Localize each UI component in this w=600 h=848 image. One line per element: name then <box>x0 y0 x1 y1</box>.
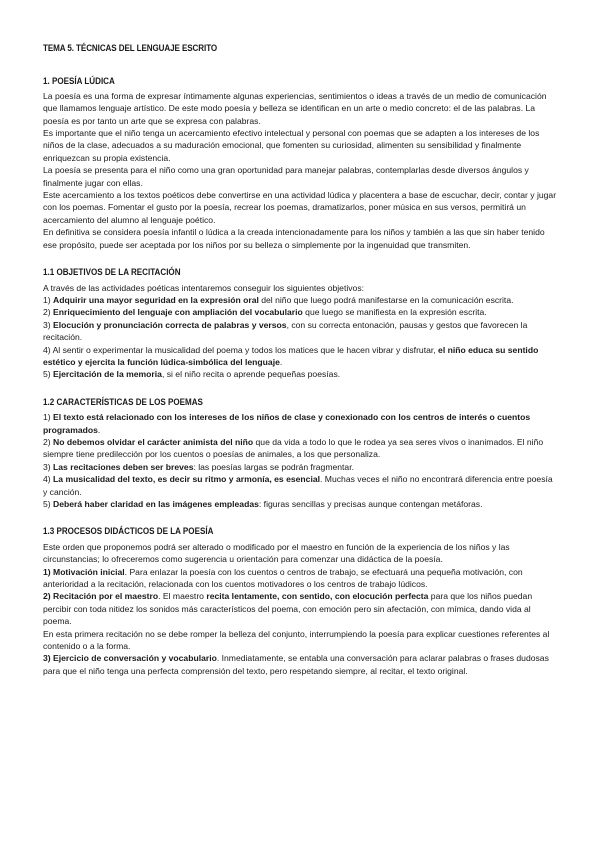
list-item: 2) No debemos olvidar el carácter animista del niño que da vida a todo lo que le rodea ya sea seres vivos o inanimados. El niño siempre tiene predilección por los cuentos o poesías de animales, a los que personaliza. <box>43 436 544 460</box>
list-item: 2) Enriquecimiento del lenguaje con ampliación del vocabulario que luego se manifiesta en la expresión escrita. <box>43 307 487 318</box>
section-poesia-ludica <box>43 75 557 251</box>
paragraph: Es importante que el niño tenga un acercamiento efectivo intelectual y personal con poemas que se adapten a los intereses de los niños de la clase, adecuados a su maduración emocional, que fomenten su curiosidad, alimenten su sensibilidad y finalmente enriquezcan su propia existencia. <box>43 128 540 163</box>
section-heading: 1. POESÍA LÚDICA <box>43 75 115 87</box>
section-caracteristicas <box>43 396 557 511</box>
list-item: 3) Las recitaciones deben ser breves: las poesías largas se podrán fragmentar. <box>43 461 354 472</box>
paragraph: En esta primera recitación no se debe romper la belleza del conjunto, interrumpiendo la poesía para explicar cuestiones referentes al contenido o a la forma. <box>43 628 550 652</box>
paragraph: La poesía es una forma de expresar íntimamente algunas experiencias, sentimientos o ideas a través de un medio de comunicación que llamamos lenguaje artístico. De este modo poesía y belleza se identifican en un arte o medio concreto: el de las palabras. La poesía es por tanto un arte que se expresa con palabras. <box>43 90 547 126</box>
list-item: 3) Ejercicio de conversación y vocabulario. Inmediatamente, se entabla una conversación para aclarar palabras o frases dudosas para que el niño tenga una perfecta comprensión del texto, pero respetando siempre, al recitar, el texto original. <box>43 653 549 676</box>
list-item: 1) Motivación inicial. Para enlazar la poesía con los cuentos o centros de trabajo, se efectuará una pequeña motivación, con anterioridad a la recitación, relacionada con los cuentos motivadores o los centros de trabajo lúdicos. <box>43 566 523 590</box>
list-item: 2) Recitación por el maestro. El maestro recita lentamente, con sentido, con elocución perfecta para que los niños puedan percibir con toda nitidez los sonidos más característicos del poema, con emoción pero sin afectación, con mímica, dando vida al poema. <box>43 591 533 627</box>
paragraph: La poesía se presenta para el niño como una gran oportunidad para manejar palabras, contemplarlas desde diversos ángulos y finalmente jugar con ellas. <box>43 165 529 188</box>
section-procesos <box>43 525 557 677</box>
section-objetivos <box>43 266 557 381</box>
paragraph: A través de las actividades poéticas intentaremos conseguir los siguientes objetivos: <box>43 282 365 293</box>
list-item: 4) La musicalidad del texto, es decir su ritmo y armonía, es esencial. Muchas veces el niño no encontrará diferencia entre poesía y canción. <box>43 474 553 497</box>
list-item: 1) El texto está relacionado con los intereses de los niños de clase y conexionado con los centros de interés o cuentos programados. <box>43 412 531 435</box>
section-heading: 1.3 PROCESOS DIDÁCTICOS DE LA POESÍA <box>43 525 214 537</box>
list-item: 1) Adquirir una mayor seguridad en la expresión oral del niño que luego podrá manifestarse en la comunicación escrita. <box>43 294 514 305</box>
list-item: 5) Ejercitación de la memoria, si el niño recita o aprende pequeñas poesías. <box>43 369 341 380</box>
paragraph: En definitiva se considera poesía infantil o lúdica a la creada intencionadamente para los niños y también a las que sin haber tenido ese propósito, puede ser aceptada por los niños por su belleza o simplemente por la ingenuidad que transmiten. <box>43 227 545 250</box>
document-title: TEMA 5. TÉCNICAS DEL LENGUAJE ESCRITO <box>43 42 218 53</box>
section-heading: 1.2 CARACTERÍSTICAS DE LOS POEMAS <box>43 395 203 407</box>
section-heading: 1.1 OBJETIVOS DE LA RECITACIÓN <box>43 266 181 278</box>
paragraph: Este acercamiento a los textos poéticos debe convertirse en una actividad lúdica y placentera a base de escuchar, decir, contar y jugar con los poemas. Fomentar el gusto por la poesía, recrear los poemas, dramatizarlos, poner música en sus versos, permitirá un acercamiento del alumno al lenguaje poético. <box>43 190 557 225</box>
list-item: 5) Deberá haber claridad en las imágenes empleadas: figuras sencillas y precisas aunque contengan metáforas. <box>43 499 483 509</box>
list-item: 3) Elocución y pronunciación correcta de palabras y versos, con su correcta entonación, pausas y gestos que favorecen la recitación. <box>43 319 528 343</box>
paragraph: Este orden que proponemos podrá ser alterado o modificado por el maestro en función de la experiencia de los niños y las circunstancias; lo ofreceremos como sugerencia u orientación para comenzar una didáctica de la poesía. <box>43 541 510 565</box>
list-item: 4) Al sentir o experimentar la musicalidad del poema y todos los matices que le hacen vibrar y disfrutar, el niño educa su sentido estético y ejercita la función lúdica-simbólica del lenguaje. <box>43 344 539 367</box>
